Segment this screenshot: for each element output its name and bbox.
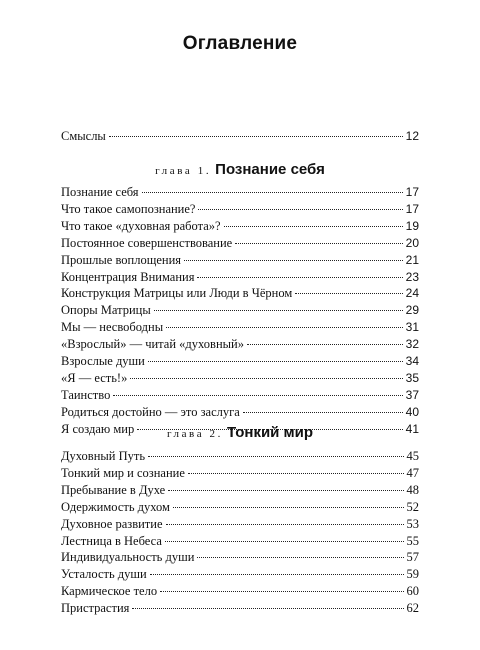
toc-entry-page: 24 xyxy=(405,286,419,301)
toc-entry[interactable] xyxy=(61,336,419,352)
toc-entry[interactable] xyxy=(61,319,419,335)
toc-entry-page: 45 xyxy=(406,449,419,463)
toc-entry[interactable] xyxy=(61,302,419,318)
toc-entry-page: 55 xyxy=(406,533,419,548)
toc-entry-title: «Я — есть!» xyxy=(61,370,128,385)
toc-entry-title: Опоры Матрицы xyxy=(61,303,151,318)
dot-leader xyxy=(188,473,404,474)
toc-entry-page: 29 xyxy=(405,303,419,318)
chapter-title: Тонкий мир xyxy=(227,424,314,441)
toc-entry[interactable] xyxy=(61,218,419,234)
toc-entry[interactable] xyxy=(61,516,419,532)
toc-entry-title: Что такое «духовная работа»? xyxy=(61,218,221,233)
dot-leader xyxy=(166,327,403,328)
toc-entry-page: 17 xyxy=(405,185,419,199)
toc-entry-page: 32 xyxy=(405,337,419,352)
dot-leader xyxy=(235,243,402,244)
toc-entry-page: 52 xyxy=(406,499,419,514)
toc-entry-page: 59 xyxy=(406,567,419,582)
toc-entry-page: 47 xyxy=(406,465,419,480)
dot-leader xyxy=(184,260,403,261)
toc-entry-page: 23 xyxy=(405,269,419,284)
dot-leader xyxy=(148,456,403,457)
toc-entry-page: 57 xyxy=(406,550,419,565)
toc-entry-title: Прошлые воплощения xyxy=(61,252,182,267)
toc-entry-page: 41 xyxy=(405,421,419,436)
dot-leader xyxy=(109,136,403,137)
toc-entry[interactable] xyxy=(61,201,419,217)
toc-entry[interactable] xyxy=(61,269,419,285)
toc-entry-title: Мы — несвободны xyxy=(61,320,164,335)
toc-entry[interactable] xyxy=(61,252,419,268)
toc-entry-title: Концентрация Внимания xyxy=(61,269,195,284)
toc-entry-page: 31 xyxy=(405,320,419,335)
toc-entry[interactable] xyxy=(61,465,419,481)
toc-entry-title: Пребывание в Духе xyxy=(61,482,166,497)
toc-entry-title: Одержимость духом xyxy=(61,499,170,514)
toc-entry[interactable] xyxy=(61,583,419,599)
dot-leader xyxy=(197,277,402,278)
chapter-label: глава 2. xyxy=(166,428,223,440)
toc-entry[interactable] xyxy=(61,184,419,200)
toc-entry-title: Я создаю мир xyxy=(61,421,135,436)
toc-entry-title: Усталость души xyxy=(61,567,147,582)
dot-leader xyxy=(173,507,404,508)
toc-entry-title: Смыслы xyxy=(61,129,106,143)
chapter-title: Познание себя xyxy=(215,161,325,178)
toc-entry-page: 48 xyxy=(406,482,419,497)
dot-leader xyxy=(198,209,402,210)
toc-entry-title: Индивидуальность души xyxy=(61,550,195,565)
toc-entry-page: 21 xyxy=(405,252,419,267)
dot-leader xyxy=(132,608,403,609)
toc-entry[interactable] xyxy=(61,600,419,616)
toc-entry[interactable] xyxy=(61,533,419,549)
toc-entry[interactable] xyxy=(61,566,419,582)
dot-leader xyxy=(224,226,403,227)
dot-leader xyxy=(148,361,403,362)
toc-entry-page: 12 xyxy=(405,129,419,143)
toc-entry[interactable] xyxy=(61,235,419,251)
toc-entry[interactable] xyxy=(61,128,419,144)
dot-leader xyxy=(130,378,402,379)
chapter-label: глава 1. xyxy=(155,165,212,177)
toc-entry-title: Духовный Путь xyxy=(61,449,146,463)
toc-entry-title: Лестница в Небеса xyxy=(61,533,162,548)
dot-leader xyxy=(243,412,403,413)
toc-entry-page: 19 xyxy=(405,218,419,233)
toc-entry[interactable] xyxy=(61,353,419,369)
toc-entry-title: Постоянное совершенствование xyxy=(61,235,233,250)
dot-leader xyxy=(154,310,403,311)
toc-entry[interactable] xyxy=(61,549,419,565)
toc-entry[interactable] xyxy=(61,404,419,420)
dot-leader xyxy=(150,574,404,575)
toc-entry-page: 35 xyxy=(405,370,419,385)
dot-leader xyxy=(168,490,403,491)
toc-entry-page: 37 xyxy=(405,387,419,402)
dot-leader xyxy=(113,395,402,396)
toc-entry[interactable] xyxy=(61,387,419,403)
toc-entry-title: Родиться достойно — это заслуга xyxy=(61,404,240,419)
toc-entry-page: 17 xyxy=(405,201,419,216)
dot-leader xyxy=(295,293,402,294)
toc-entry-title: Конструкция Матрицы или Люди в Чёрном xyxy=(61,286,293,301)
dot-leader xyxy=(142,192,403,193)
dot-leader xyxy=(166,524,404,525)
toc-entry[interactable] xyxy=(61,448,419,464)
dot-leader xyxy=(160,591,403,592)
toc-entry-page: 53 xyxy=(406,516,419,531)
toc-entry-title: Таинство xyxy=(61,387,111,402)
toc-entry-page: 20 xyxy=(405,235,419,250)
chapter-heading xyxy=(0,424,480,442)
toc-entry-title: Тонкий мир и сознание xyxy=(61,465,185,480)
dot-leader xyxy=(197,557,403,558)
toc-entry-title: Познание себя xyxy=(61,185,139,199)
toc-entry-title: Кармическое тело xyxy=(61,584,158,599)
dot-leader xyxy=(165,541,404,542)
toc-entry-page: 34 xyxy=(405,354,419,368)
page-title: Оглавление xyxy=(182,33,298,54)
dot-leader xyxy=(247,344,403,345)
toc-entry-page: 40 xyxy=(405,404,419,419)
toc-entry-title: «Взрослый» — читай «духовный» xyxy=(61,337,244,352)
toc-entry[interactable] xyxy=(61,285,419,301)
toc-entry-title: Взрослые души xyxy=(61,354,145,368)
toc-entry-title: Пристрастия xyxy=(61,601,130,616)
toc-entry[interactable] xyxy=(61,482,419,498)
toc-entry-page: 60 xyxy=(406,584,419,599)
toc-entry-title: Что такое самопознание? xyxy=(61,201,196,216)
toc-entry-page: 62 xyxy=(406,601,419,616)
toc-entry[interactable] xyxy=(61,370,419,386)
chapter-heading xyxy=(0,161,480,179)
toc-entry-title: Духовное развитие xyxy=(61,516,163,531)
toc-entry[interactable] xyxy=(61,499,419,515)
